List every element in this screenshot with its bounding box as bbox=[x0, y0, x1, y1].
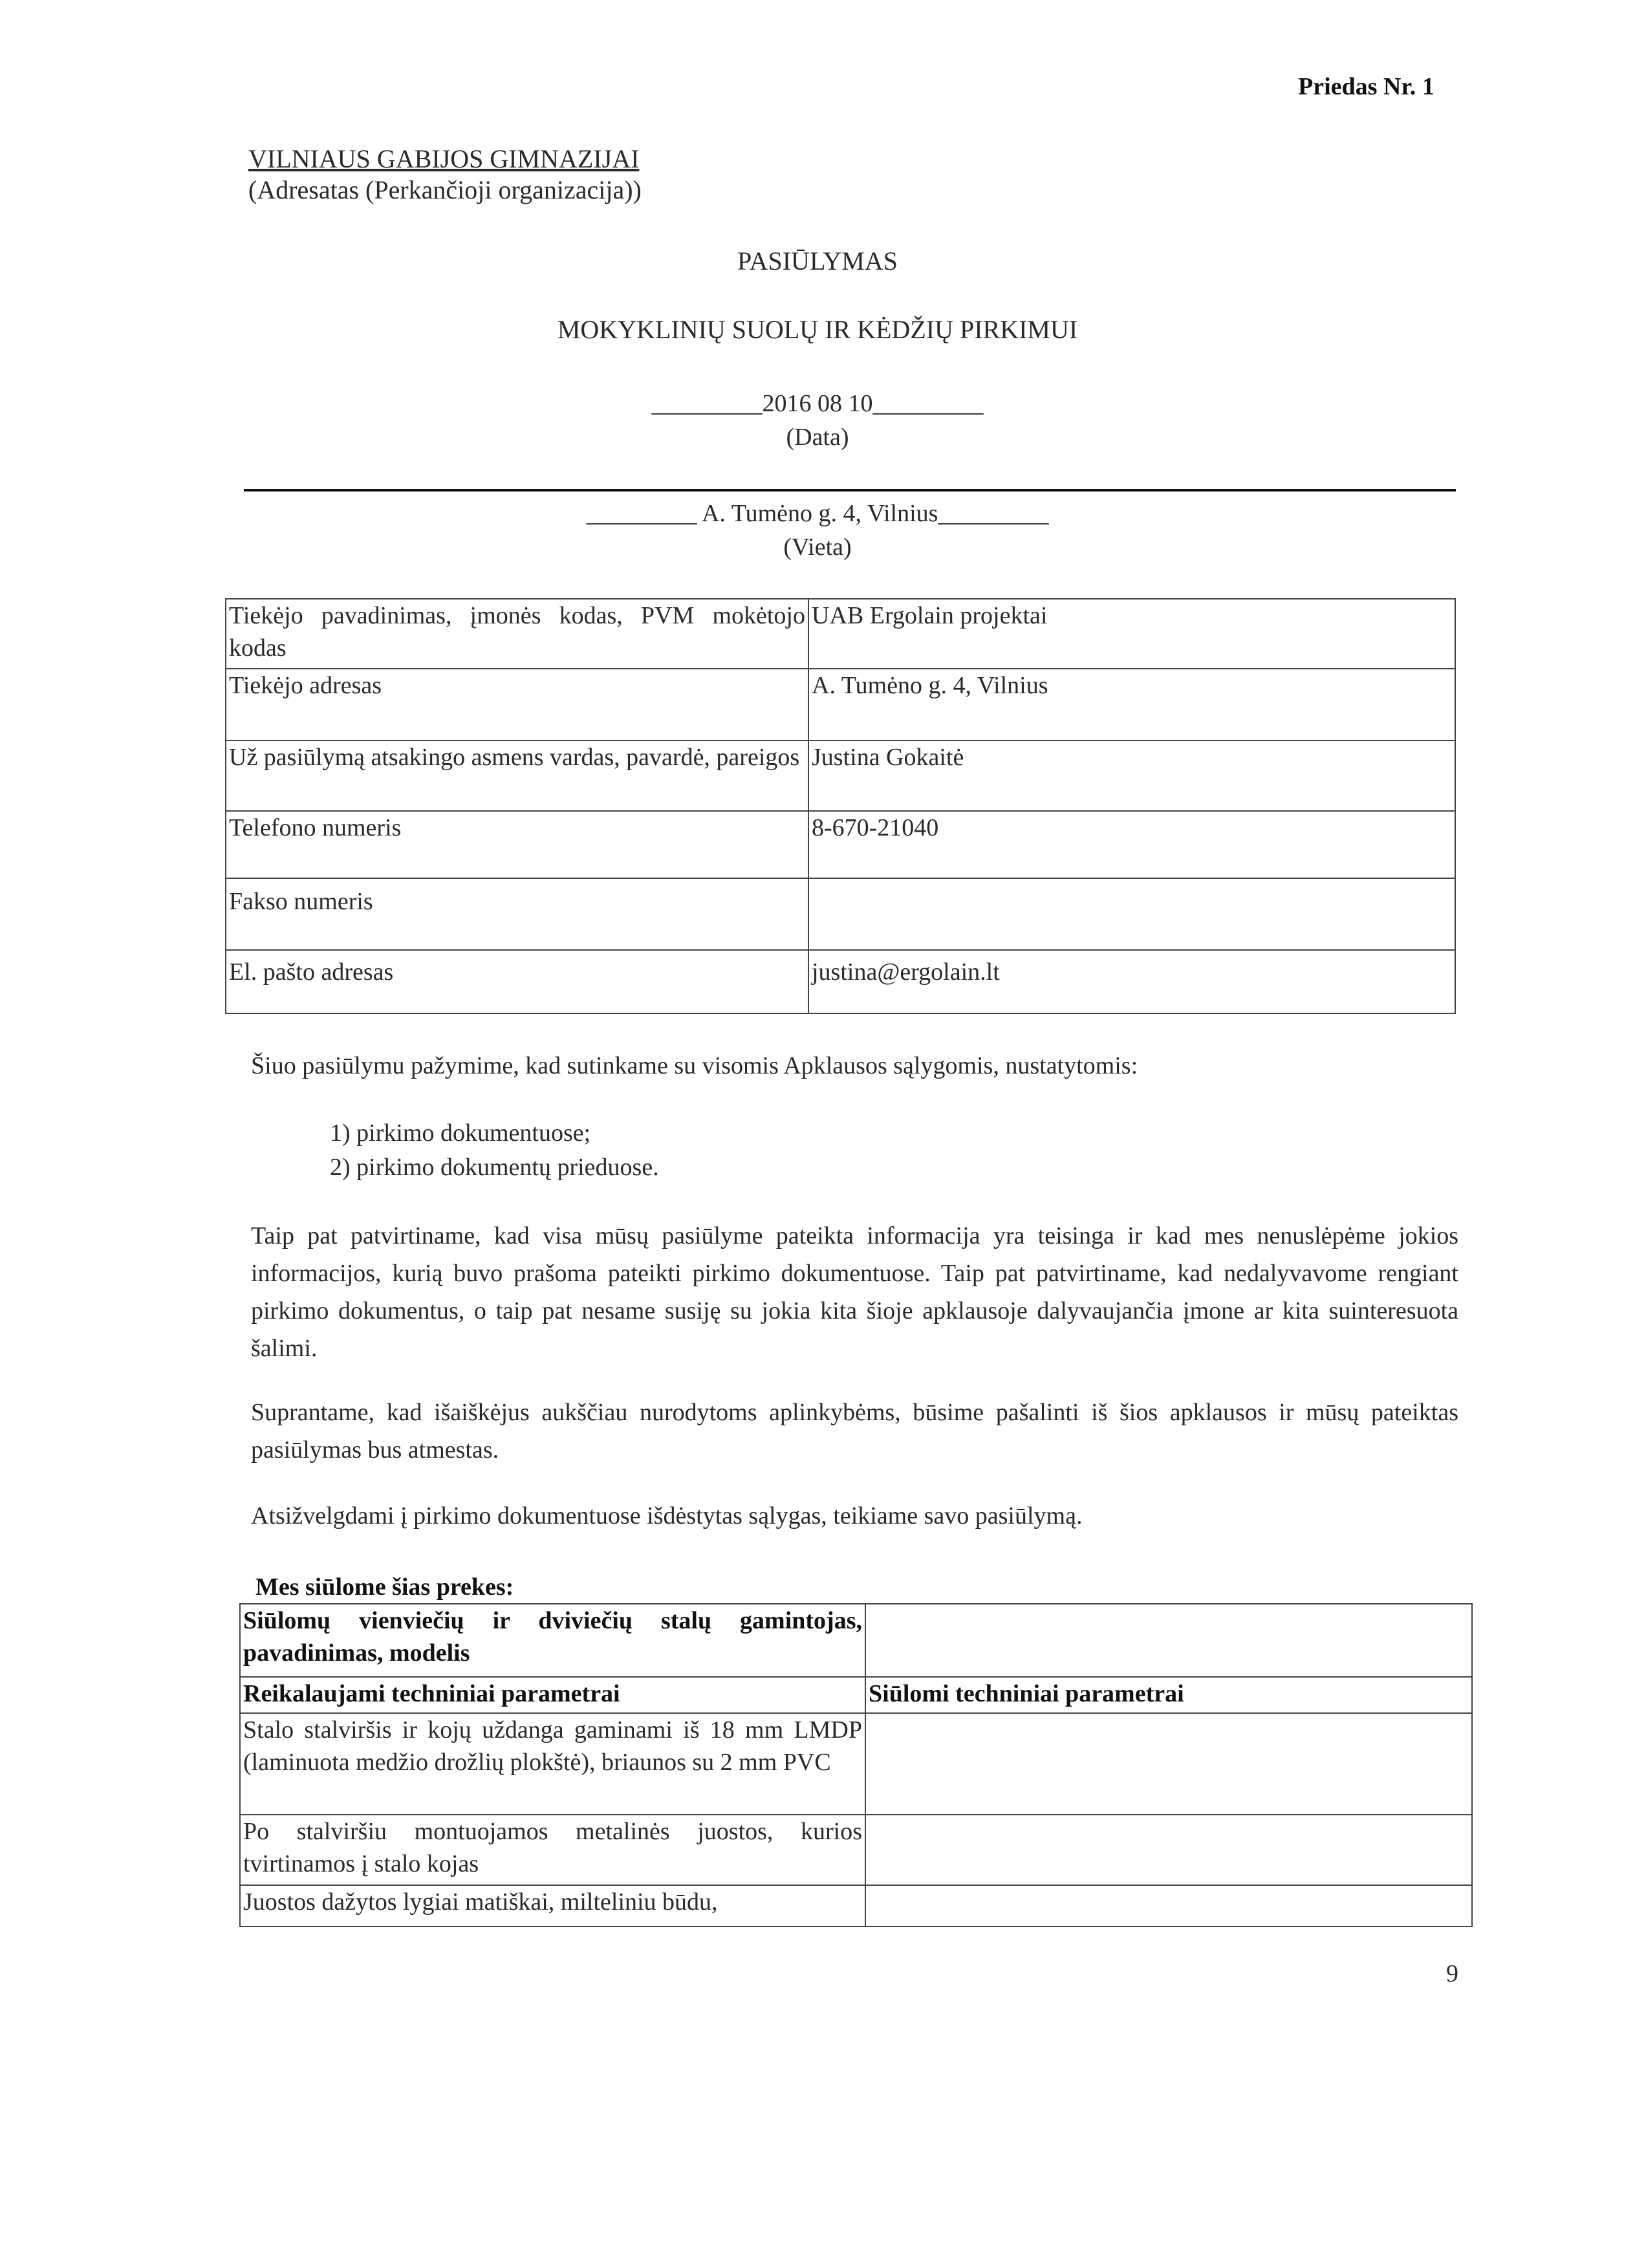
row-label: El. pašto adresas bbox=[226, 950, 808, 1013]
list-item: 1) pirkimo dokumentuose; bbox=[330, 1119, 591, 1147]
required-param: Juostos dažytos lygiai matiškai, milteliniu būdu, bbox=[240, 1885, 865, 1927]
row-value: A. Tumėno g. 4, Vilnius bbox=[808, 669, 1455, 740]
column-header-offered: Siūlomi techniniai parametrai bbox=[865, 1677, 1472, 1713]
table-row bbox=[226, 740, 1455, 811]
row-value: justina@ergolain.lt bbox=[808, 950, 1455, 1013]
table-row bbox=[226, 950, 1455, 1013]
required-param: Po stalviršiu montuojamos metalinės juostos, kurios tvirtinamos į stalo kojas bbox=[240, 1815, 865, 1885]
row-value: UAB Ergolain projektai bbox=[808, 599, 1455, 669]
goods-table bbox=[239, 1603, 1473, 1927]
row-value bbox=[808, 878, 1455, 950]
row-label: Tiekėjo pavadinimas, įmonės kodas, PVM mokėtojo kodas bbox=[226, 599, 808, 669]
manufacturer-label: Siūlomų vienviečių ir dviviečių stalų gamintojas, pavadinimas, modelis bbox=[240, 1604, 865, 1677]
supplier-table bbox=[225, 598, 1456, 1014]
goods-heading: Mes siūlome šias prekes: bbox=[255, 1573, 514, 1601]
column-header-required: Reikalaujami techniniai parametrai bbox=[240, 1677, 865, 1713]
page-number: 9 bbox=[1446, 1960, 1458, 1987]
offered-param bbox=[865, 1815, 1472, 1885]
table-row bbox=[240, 1815, 1472, 1885]
table-row bbox=[240, 1604, 1472, 1677]
exclusion-paragraph: Suprantame, kad išaiškėjus aukščiau nurodytoms aplinkybėms, būsime pašalinti iš šios apklausos ir mūsų pateiktas pasiūlymas bus atmestas. bbox=[251, 1399, 1458, 1463]
date-caption: (Data) bbox=[786, 424, 849, 451]
row-value: 8-670-21040 bbox=[808, 811, 1455, 878]
offered-param bbox=[865, 1885, 1472, 1927]
place-line: _________ A. Tumėno g. 4, Vilnius_________ bbox=[586, 500, 1049, 527]
table-row bbox=[240, 1713, 1472, 1815]
row-label: Tiekėjo adresas bbox=[226, 669, 808, 740]
table-row bbox=[226, 811, 1455, 878]
document-title: PASIŪLYMAS bbox=[737, 246, 898, 275]
annex-number: Priedas Nr. 1 bbox=[1298, 73, 1435, 100]
row-label: Už pasiūlymą atsakingo asmens vardas, pavardė, pareigos bbox=[226, 740, 808, 811]
required-param: Stalo stalviršis ir kojų uždanga gaminami iš 18 mm LMDP (laminuota medžio drožlių plokštė), briaunos su 2 mm PVC bbox=[240, 1713, 865, 1815]
confirmation-paragraph: Taip pat patvirtiname, kad visa mūsų pasiūlyme pateikta informacija yra teisinga ir kad mes nenuslėpėme jokios informacijos, kurią buvo prašoma pateikti pirkimo dokumentuose. Taip pat patvirtiname, kad nedalyvavome rengiant pirkimo dokumentus, o taip pat nesame susiję su jokia kita šioje apklausoje dalyvaujančia įmone ar kita suinteresuota šalimi. bbox=[251, 1222, 1458, 1362]
addressee: VILNIAUS GABIJOS GIMNAZIJAI bbox=[248, 144, 640, 173]
table-header-row bbox=[240, 1677, 1472, 1713]
date-line: _________2016 08 10_________ bbox=[651, 390, 984, 417]
intro-text: Šiuo pasiūlymu pažymime, kad sutinkame su visomis Apklausos sąlygomis, nustatytomis: bbox=[251, 1052, 1138, 1079]
offered-param bbox=[865, 1713, 1472, 1815]
table-row bbox=[226, 599, 1455, 669]
list-item: 2) pirkimo dokumentų prieduose. bbox=[330, 1154, 659, 1181]
offer-paragraph: Atsižvelgdami į pirkimo dokumentuose išdėstytas sąlygas, teikiame savo pasiūlymą. bbox=[251, 1502, 1083, 1529]
manufacturer-value bbox=[865, 1604, 1472, 1677]
divider bbox=[244, 489, 1456, 491]
row-label: Telefono numeris bbox=[226, 811, 808, 878]
table-row bbox=[240, 1885, 1472, 1927]
row-label: Fakso numeris bbox=[226, 878, 808, 950]
row-value: Justina Gokaitė bbox=[808, 740, 1455, 811]
document-subtitle: MOKYKLINIŲ SUOLŲ IR KĖDŽIŲ PIRKIMUI bbox=[557, 315, 1078, 344]
place-caption: (Vieta) bbox=[783, 534, 852, 561]
addressee-caption: (Adresatas (Perkančioji organizacija)) bbox=[248, 175, 642, 204]
table-row bbox=[226, 878, 1455, 950]
table-row bbox=[226, 669, 1455, 740]
